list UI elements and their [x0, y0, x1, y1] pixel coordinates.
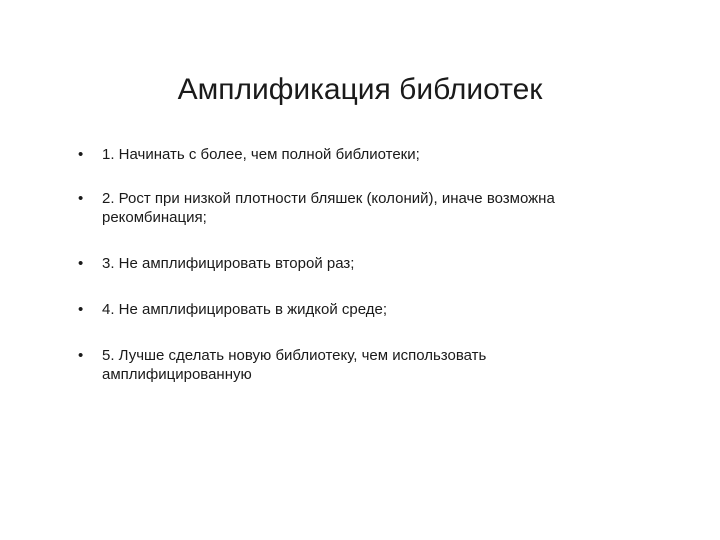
bullet-icon: • [78, 301, 84, 318]
list-item [76, 189, 636, 227]
list-item [76, 346, 636, 384]
list-item [76, 300, 636, 319]
bullet-list [76, 142, 636, 384]
list-item-text: 2. Рост при низкой плотности бляшек (колоний), иначе возможна рекомбинация; [102, 190, 555, 226]
bullet-icon: • [78, 347, 84, 364]
bullet-icon: • [78, 255, 84, 272]
bullet-icon: • [78, 190, 84, 207]
list-item-text: 4. Не амплифицировать в жидкой среде; [102, 301, 388, 318]
list-item [76, 145, 636, 164]
list-item-text: 3. Не амплифицировать второй раз; [102, 255, 355, 272]
list-item-text: 5. Лучше сделать новую библиотеку, чем использовать амплифицированную [102, 347, 487, 383]
slide-title: Амплификация библиотек [177, 73, 543, 106]
bullet-icon: • [78, 146, 84, 163]
list-item-text: 1. Начинать с более, чем полной библиотеки; [102, 146, 420, 163]
list-item [76, 254, 636, 273]
